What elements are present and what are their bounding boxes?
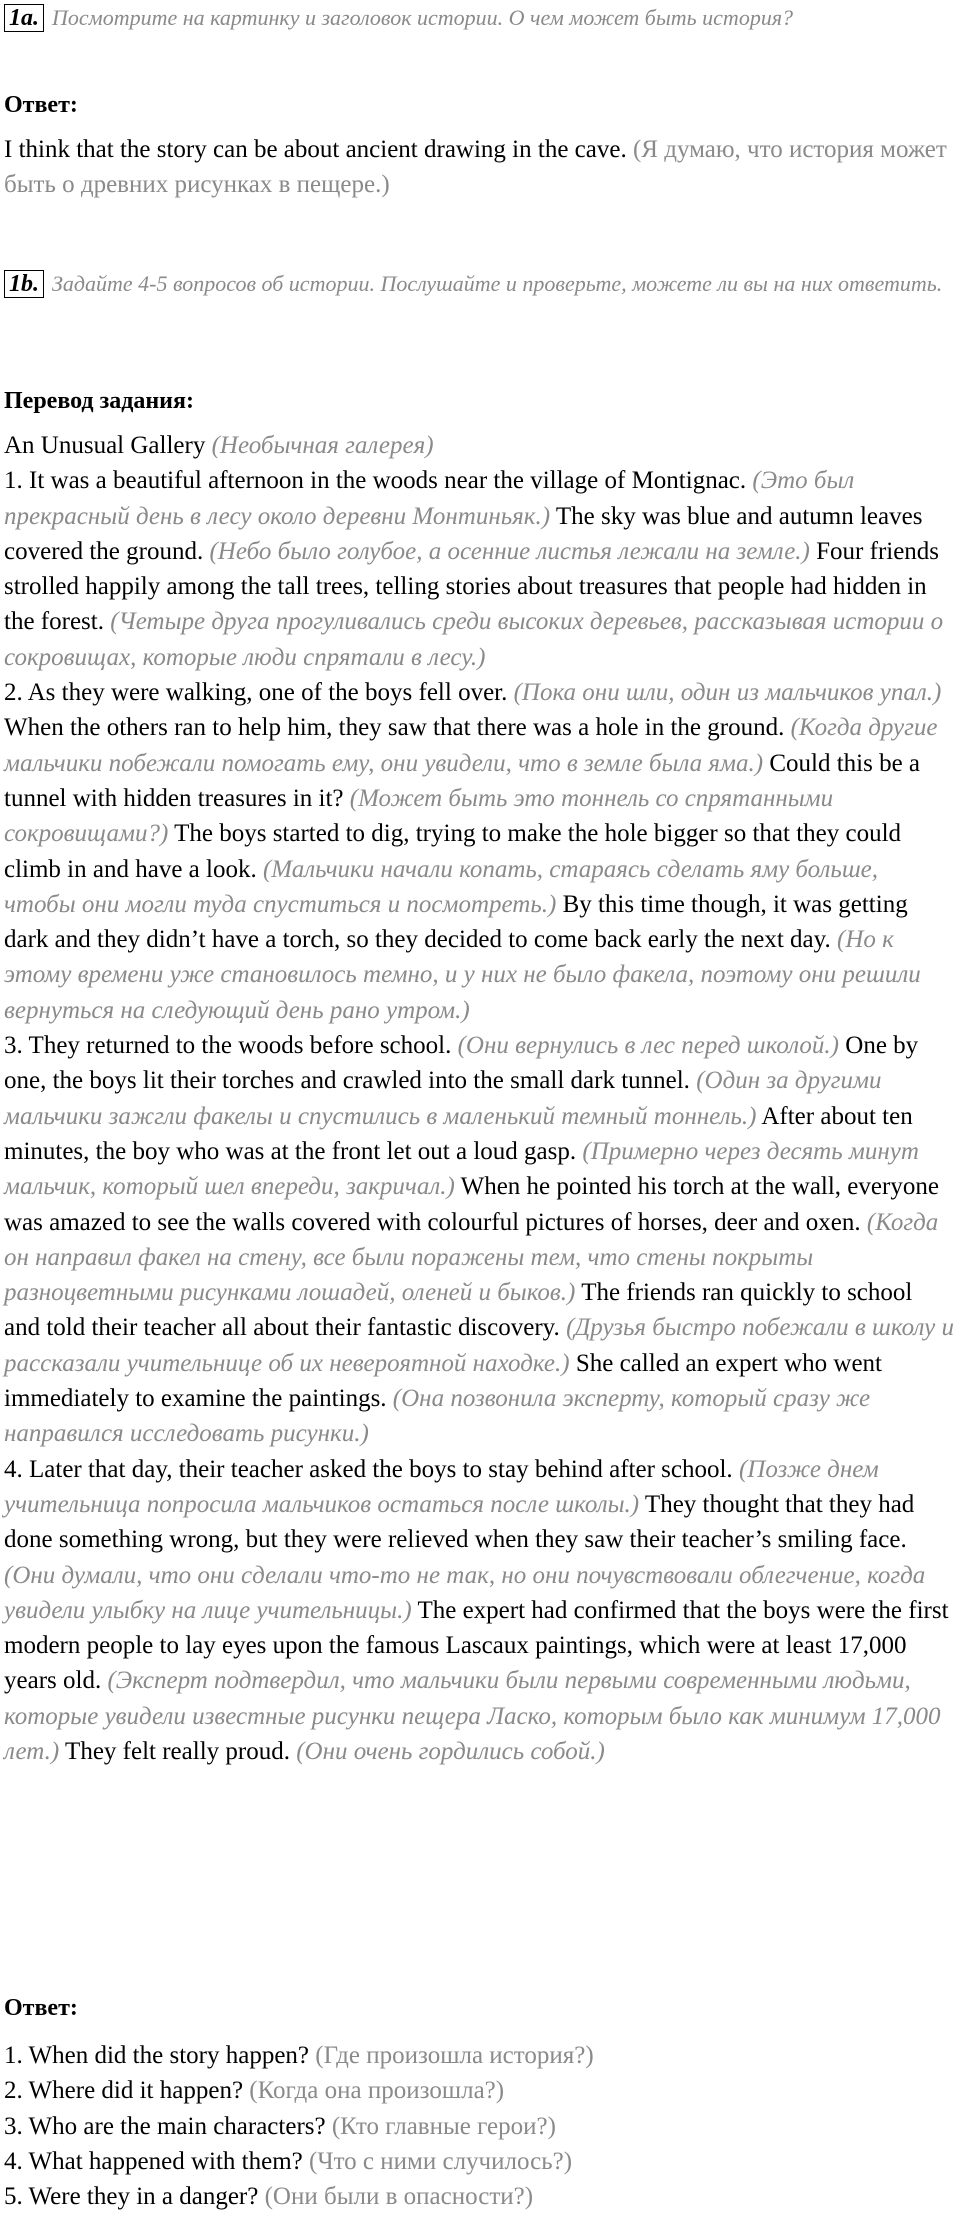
task-1a [4, 2, 954, 34]
sentence-ru: (Примерно через десять минут мальчик, который шел впереди, закричал.) [4, 1137, 919, 1201]
sentence-en: One by one, the boys lit their torches and crawled into the small dark tunnel. [4, 1032, 919, 1095]
sentence-ru: (Мальчики начали копать, стараясь сделать яму больше, чтобы они могли туда спуститься и посмотреть.) [4, 855, 879, 918]
sentence-en: The sky was blue and autumn leaves covered the ground. [4, 502, 923, 565]
sentence-en: By this time though, it was getting dark and they didn’t have a torch, so they decided to come back early the next day. [4, 890, 908, 954]
sentence-ru: (Это был прекрасный день в лесу около деревни Монтиньяк.) [4, 467, 855, 530]
story-paragraph-2 [4, 675, 954, 1028]
question-ru: (Что с ними случилось?) [309, 2147, 573, 2175]
sentence-en: Four friends strolled happily among the tall trees, telling stories about treasures that people had hidden in the forest. [4, 537, 940, 636]
story-paragraph-1 [4, 463, 954, 675]
sentence-en: 1. It was a beautiful afternoon in the woods near the village of Montignac. [4, 467, 747, 495]
sentence-en: When the others ran to help him, they saw that there was a hole in the ground. [4, 714, 785, 742]
question-en: 4. What happened with them? [4, 2147, 303, 2175]
story-title [4, 428, 954, 463]
sentence-ru: (Когда другие мальчики побежали помогать ему, они увидели, что в земле была яма.) [4, 714, 938, 777]
question-item [4, 2144, 954, 2179]
answer-1a-en: I think that the story can be about ancient drawing in the cave. [4, 136, 627, 163]
task-1b-badge: 1b. [4, 270, 44, 298]
sentence-en: After about ten minutes, the boy who was at the front let out a loud gasp. [4, 1102, 913, 1165]
question-item [4, 2179, 954, 2214]
sentence-en: They thought that they had done something wrong, but they were relieved when they saw their teacher’s smiling face. [4, 1490, 915, 1554]
sentence-en: The boys started to dig, trying to make the hole bigger so that they could climb in and have a look. [4, 820, 902, 883]
sentence-en: 4. Later that day, their teacher asked the boys to stay behind after school. [4, 1455, 733, 1483]
sentence-ru: (Позже днем учительница попросила мальчиков остаться после школы.) [4, 1455, 879, 1518]
questions-list [4, 2038, 954, 2214]
question-ru: (Когда она произошла?) [249, 2077, 505, 2105]
sentence-ru: (Пока они шли, один из мальчиков упал.) [513, 679, 942, 707]
story-title-ru: (Необычная галерея) [211, 432, 434, 459]
sentence-ru: (Четыре друга прогуливались среди высоких деревьев, рассказывая истории о сокровищах, которые люди спрятали в лесу.) [4, 608, 944, 671]
task-1a-badge: 1a. [4, 4, 44, 32]
story-text [4, 428, 954, 1769]
sentence-ru: (Они думали, что они сделали что-то не так, но они почувствовали облегчение, когда увидели улыбку на лице учительницы.) [4, 1561, 926, 1624]
task-1b [4, 268, 954, 300]
translation-heading: Перевод задания: [4, 388, 194, 414]
sentence-ru: (Небо было голубое, а осенние листья лежали на земле.) [209, 537, 810, 565]
story-paragraph-3 [4, 1028, 954, 1452]
question-ru: (Где произошла история?) [315, 2042, 594, 2069]
question-ru: (Они были в опасности?) [264, 2183, 534, 2211]
answer-1a-ru: (Я думаю, что история может быть о древних рисунках в пещере.) [4, 136, 947, 199]
question-en: 2. Where did it happen? [4, 2077, 244, 2105]
question-en: 3. Who are the main characters? [4, 2112, 326, 2140]
sentence-en: 3. They returned to the woods before school. [4, 1032, 452, 1060]
task-1a-instruction: Посмотрите на картинку и заголовок истории. О чем может быть история? [52, 5, 794, 30]
sentence-ru: (Она позвонила эксперту, который сразу же направился исследовать рисунки.) [4, 1385, 871, 1448]
story-title-en: An Unusual Gallery [4, 432, 206, 459]
sentence-ru: (Но к этому времени уже становилось темно, и у них не было факела, поэтому они решили вернуться на следующий день рано утром.) [4, 926, 921, 1024]
sentence-ru: (Они вернулись в лес перед школой.) [457, 1032, 840, 1060]
question-ru: (Кто главные герои?) [331, 2112, 556, 2140]
sentence-ru: (Они очень гордились собой.) [296, 1737, 605, 1765]
question-en: 5. Were they in a danger? [4, 2183, 259, 2211]
answer-1b-heading: Ответ: [4, 1995, 78, 2021]
sentence-ru: (Эксперт подтвердил, что мальчики были первыми современными людьми, которые увидели известные рисунки пещера Ласко, которым было как минимум 17,000 лет.) [4, 1667, 941, 1765]
sentence-ru: (Друзья быстро побежали в школу и рассказали учительнице об их невероятной находке.) [4, 1314, 954, 1377]
sentence-ru: (Может быть это тоннель со спрятанными сокровищами?) [4, 784, 834, 848]
sentence-en: The expert had confirmed that the boys were the first modern people to lay eyes upon the famous Lascaux paintings, which were at least 17,000 years old. [4, 1596, 949, 1695]
sentence-en: She called an expert who went immediately to examine the paintings. [4, 1349, 882, 1413]
answer-1a-heading: Ответ: [4, 92, 78, 118]
sentence-ru: (Один за другими мальчики зажгли факелы и спустились в маленький темный тоннель.) [4, 1067, 882, 1130]
story-paragraph-4 [4, 1452, 954, 1770]
question-item [4, 2109, 954, 2144]
question-en: 1. When did the story happen? [4, 2042, 310, 2069]
task-1b-instruction: Задайте 4-5 вопросов об истории. Послушайте и проверьте, можете ли вы на них ответить. [52, 271, 943, 296]
question-item [4, 2038, 954, 2073]
sentence-en: Could this be a tunnel with hidden treasures in it? [4, 749, 921, 812]
question-item [4, 2073, 954, 2108]
sentence-en: 2. As they were walking, one of the boys fell over. [4, 679, 508, 707]
sentence-en: They felt really proud. [65, 1737, 290, 1765]
sentence-en: When he pointed his torch at the wall, everyone was amazed to see the walls covered with colourful pictures of horses, deer and oxen. [4, 1173, 939, 1236]
sentence-ru: (Когда он направил факел на стену, все были поражены тем, что стены покрыты разноцветными рисунками лошадей, оленей и быков.) [4, 1208, 939, 1307]
answer-1a-text [4, 132, 954, 203]
sentence-en: The friends ran quickly to school and told their teacher all about their fantastic discovery. [4, 1279, 913, 1342]
